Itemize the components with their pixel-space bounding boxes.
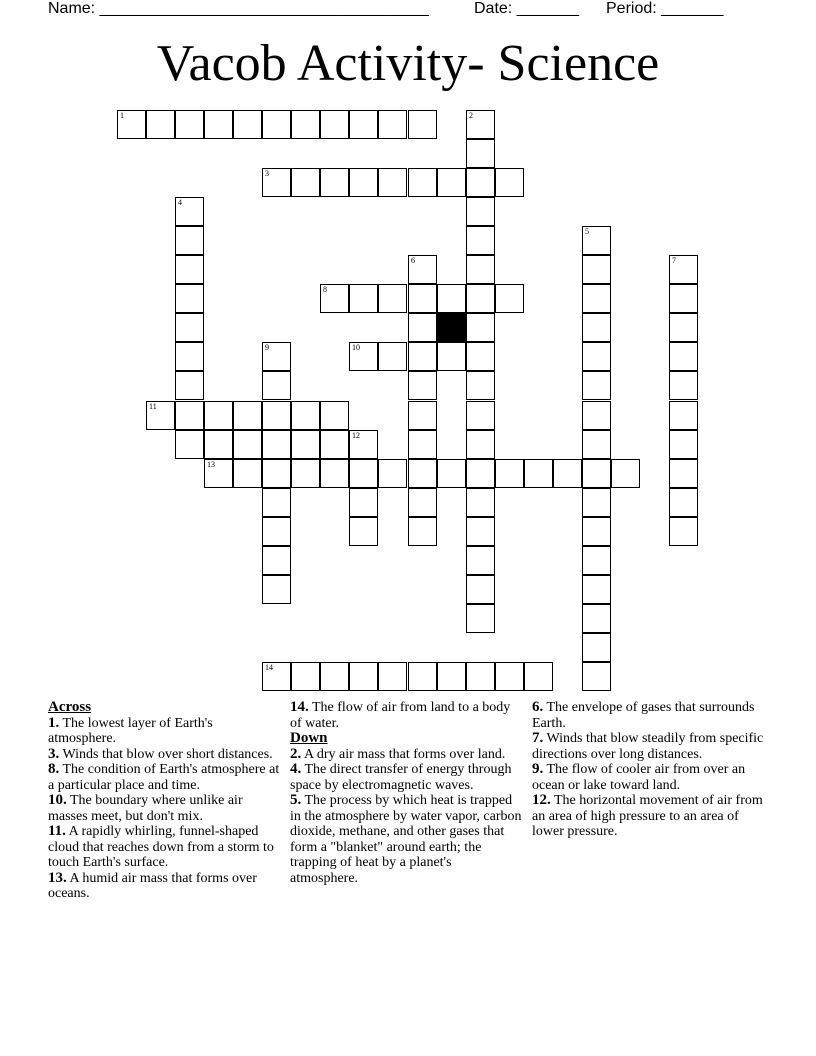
down-heading: Down bbox=[290, 730, 328, 746]
clue-down-7: 7. Winds that blow steadily from specific directions over long distances. bbox=[532, 730, 764, 762]
crossword-cell[interactable] bbox=[233, 430, 262, 459]
crossword-cell[interactable] bbox=[146, 401, 175, 430]
crossword-cell[interactable] bbox=[175, 255, 204, 284]
crossword-cell[interactable] bbox=[437, 342, 466, 371]
crossword-cell[interactable] bbox=[582, 284, 611, 313]
crossword-cell[interactable] bbox=[291, 110, 320, 139]
crossword-cell[interactable] bbox=[262, 430, 291, 459]
crossword-cell[interactable] bbox=[175, 226, 204, 255]
crossword-cell[interactable] bbox=[378, 662, 407, 691]
crossword-cell[interactable] bbox=[553, 459, 582, 488]
crossword-cell[interactable] bbox=[262, 662, 291, 691]
crossword-cell[interactable] bbox=[175, 342, 204, 371]
blocked-cell bbox=[437, 313, 466, 342]
crossword-cell[interactable] bbox=[582, 430, 611, 459]
clue-number: 8 bbox=[323, 285, 327, 294]
crossword-cell[interactable] bbox=[466, 313, 495, 342]
crossword-cell[interactable] bbox=[262, 517, 291, 546]
clue-number: 1 bbox=[120, 111, 124, 120]
crossword-cell[interactable] bbox=[495, 284, 524, 313]
clue-number: 14 bbox=[265, 663, 273, 672]
crossword-cell[interactable] bbox=[466, 197, 495, 226]
crossword-cell[interactable] bbox=[408, 430, 437, 459]
crossword-cell[interactable] bbox=[291, 459, 320, 488]
crossword-cell[interactable] bbox=[669, 459, 698, 488]
crossword-cell[interactable] bbox=[466, 255, 495, 284]
crossword-cell[interactable] bbox=[466, 168, 495, 197]
clue-number: 10 bbox=[352, 343, 360, 352]
crossword-cell[interactable] bbox=[378, 459, 407, 488]
crossword-cell[interactable] bbox=[349, 430, 378, 459]
crossword-cell[interactable] bbox=[524, 459, 553, 488]
crossword-cell[interactable] bbox=[466, 546, 495, 575]
crossword-cell[interactable] bbox=[233, 401, 262, 430]
crossword-cell[interactable] bbox=[408, 284, 437, 313]
crossword-cell[interactable] bbox=[669, 342, 698, 371]
crossword-cell[interactable] bbox=[320, 401, 349, 430]
across-heading: Across bbox=[48, 699, 92, 715]
name-field[interactable]: Name: _____________________________________ bbox=[48, 0, 429, 17]
crossword-cell[interactable] bbox=[408, 517, 437, 546]
crossword-cell[interactable] bbox=[262, 401, 291, 430]
crossword-cell[interactable] bbox=[669, 313, 698, 342]
crossword-cell[interactable] bbox=[408, 168, 437, 197]
crossword-cell[interactable] bbox=[466, 110, 495, 139]
crossword-cell[interactable] bbox=[582, 459, 611, 488]
crossword-cell[interactable] bbox=[291, 401, 320, 430]
crossword-cell[interactable] bbox=[175, 110, 204, 139]
crossword-cell[interactable] bbox=[466, 662, 495, 691]
crossword-cell[interactable] bbox=[466, 604, 495, 633]
crossword-cell[interactable] bbox=[466, 342, 495, 371]
crossword-cell[interactable] bbox=[204, 430, 233, 459]
clue-down-6: 6. The envelope of gases that surrounds Earth. bbox=[532, 699, 755, 731]
clue-across-3: 3. Winds that blow over short distances. bbox=[48, 745, 273, 762]
crossword-cell[interactable] bbox=[669, 284, 698, 313]
crossword-cell[interactable] bbox=[466, 459, 495, 488]
crossword-cell[interactable] bbox=[320, 284, 349, 313]
crossword-cell[interactable] bbox=[466, 430, 495, 459]
crossword-cell[interactable] bbox=[408, 488, 437, 517]
crossword-cell[interactable] bbox=[466, 517, 495, 546]
crossword-cell[interactable] bbox=[233, 459, 262, 488]
crossword-cell[interactable] bbox=[408, 255, 437, 284]
crossword-cell[interactable] bbox=[349, 517, 378, 546]
clue-down-4: 4. The direct transfer of energy through space by electromagnetic waves. bbox=[290, 761, 512, 793]
crossword-cell[interactable] bbox=[669, 517, 698, 546]
crossword-cell[interactable] bbox=[378, 110, 407, 139]
clue-down-9: 9. The flow of cooler air from over an ocean or lake toward land. bbox=[532, 761, 746, 793]
crossword-cell[interactable] bbox=[582, 546, 611, 575]
crossword-cell[interactable] bbox=[582, 371, 611, 400]
crossword-cell[interactable] bbox=[175, 430, 204, 459]
crossword-cell[interactable] bbox=[262, 371, 291, 400]
crossword-cell[interactable] bbox=[349, 110, 378, 139]
clue-across-8: 8. The condition of Earth's atmosphere at a particular place and time. bbox=[48, 761, 280, 793]
crossword-cell[interactable] bbox=[582, 633, 611, 662]
crossword-cell[interactable] bbox=[582, 488, 611, 517]
crossword-cell[interactable] bbox=[611, 459, 640, 488]
crossword-cell[interactable] bbox=[262, 342, 291, 371]
crossword-cell[interactable] bbox=[582, 313, 611, 342]
clue-number: 9 bbox=[265, 343, 269, 352]
clue-number: 11 bbox=[149, 402, 157, 411]
crossword-cell[interactable] bbox=[582, 575, 611, 604]
crossword-cell[interactable] bbox=[175, 371, 204, 400]
crossword-cell[interactable] bbox=[582, 342, 611, 371]
crossword-cell[interactable] bbox=[349, 488, 378, 517]
clue-number: 6 bbox=[411, 256, 415, 265]
clue-across-13: 13. A humid air mass that forms over oceans. bbox=[48, 869, 257, 901]
crossword-cell[interactable] bbox=[262, 459, 291, 488]
crossword-cell[interactable] bbox=[495, 168, 524, 197]
crossword-cell[interactable] bbox=[669, 401, 698, 430]
crossword-cell[interactable] bbox=[495, 459, 524, 488]
clue-number: 12 bbox=[352, 431, 360, 440]
crossword-cell[interactable] bbox=[582, 401, 611, 430]
crossword-cell[interactable] bbox=[204, 459, 233, 488]
crossword-cell[interactable] bbox=[466, 575, 495, 604]
clue-down-2: 2. A dry air mass that forms over land. bbox=[290, 745, 506, 762]
clues-column-2 bbox=[290, 700, 522, 886]
worksheet-header bbox=[48, 0, 768, 22]
crossword-cell[interactable] bbox=[408, 371, 437, 400]
clues-column-1 bbox=[48, 700, 280, 902]
crossword-cell[interactable] bbox=[262, 488, 291, 517]
crossword-cell[interactable] bbox=[408, 110, 437, 139]
crossword-cell[interactable] bbox=[466, 488, 495, 517]
crossword-cell[interactable] bbox=[291, 430, 320, 459]
clue-across-1: 1. The lowest layer of Earth's atmosphere. bbox=[48, 714, 213, 746]
date-field[interactable]: Date: _______ bbox=[474, 0, 579, 17]
crossword-cell[interactable] bbox=[204, 110, 233, 139]
clues-column-3 bbox=[532, 700, 764, 840]
crossword-cell[interactable] bbox=[175, 401, 204, 430]
crossword-cell[interactable] bbox=[408, 342, 437, 371]
crossword-cell[interactable] bbox=[291, 168, 320, 197]
crossword-cell[interactable] bbox=[320, 459, 349, 488]
crossword-cell[interactable] bbox=[582, 226, 611, 255]
crossword-cell[interactable] bbox=[669, 371, 698, 400]
crossword-cell[interactable] bbox=[349, 459, 378, 488]
crossword-cell[interactable] bbox=[408, 459, 437, 488]
crossword-cell[interactable] bbox=[495, 662, 524, 691]
crossword-cell[interactable] bbox=[262, 575, 291, 604]
crossword-cell[interactable] bbox=[466, 401, 495, 430]
crossword-cell[interactable] bbox=[408, 662, 437, 691]
clue-number: 7 bbox=[672, 256, 676, 265]
crossword-cell[interactable] bbox=[291, 662, 320, 691]
clue-down-12: 12. The horizontal movement of air from an area of high pressure to an area of lower pressure. bbox=[532, 792, 763, 839]
crossword-cell[interactable] bbox=[466, 226, 495, 255]
clue-number: 4 bbox=[178, 198, 182, 207]
crossword-cell[interactable] bbox=[582, 662, 611, 691]
crossword-cell[interactable] bbox=[117, 110, 146, 139]
clue-across-14: 14. The flow of air from land to a body of water. bbox=[290, 699, 511, 731]
crossword-cell[interactable] bbox=[378, 342, 407, 371]
crossword-cell[interactable] bbox=[437, 459, 466, 488]
clue-number: 13 bbox=[207, 460, 215, 469]
crossword-cell[interactable] bbox=[262, 110, 291, 139]
crossword-cell[interactable] bbox=[146, 110, 175, 139]
crossword-cell[interactable] bbox=[349, 662, 378, 691]
crossword-cell[interactable] bbox=[524, 662, 553, 691]
crossword-cell[interactable] bbox=[582, 255, 611, 284]
crossword-cell[interactable] bbox=[349, 168, 378, 197]
crossword-cell[interactable] bbox=[582, 604, 611, 633]
crossword-cell[interactable] bbox=[262, 168, 291, 197]
crossword-cell[interactable] bbox=[437, 662, 466, 691]
crossword-cell[interactable] bbox=[349, 284, 378, 313]
clue-across-11: 11. A rapidly whirling, funnel-shaped cloud that reaches down from a storm to touch Earth's surface. bbox=[48, 823, 274, 870]
crossword-cell[interactable] bbox=[320, 662, 349, 691]
crossword-cell[interactable] bbox=[408, 313, 437, 342]
clue-down-5: 5. The process by which heat is trapped in the atmosphere by water vapor, carbon dioxide, methane, and other gases that form a "blanket" around earth; the trapping of heat by a planet's atmosphere. bbox=[290, 792, 522, 886]
crossword-cell[interactable] bbox=[175, 197, 204, 226]
crossword-cell[interactable] bbox=[175, 313, 204, 342]
clue-number: 2 bbox=[469, 111, 473, 120]
crossword-cell[interactable] bbox=[437, 168, 466, 197]
period-field[interactable]: Period: _______ bbox=[606, 0, 724, 17]
crossword-cell[interactable] bbox=[408, 401, 437, 430]
crossword-cell[interactable] bbox=[320, 430, 349, 459]
crossword-cell[interactable] bbox=[378, 284, 407, 313]
page-title: Vacob Activity- Science bbox=[156, 35, 660, 92]
crossword-cell[interactable] bbox=[466, 139, 495, 168]
crossword-cell[interactable] bbox=[669, 255, 698, 284]
crossword-cell[interactable] bbox=[466, 371, 495, 400]
crossword-cell[interactable] bbox=[349, 342, 378, 371]
crossword-cell[interactable] bbox=[669, 430, 698, 459]
crossword-cell[interactable] bbox=[233, 110, 262, 139]
clue-number: 5 bbox=[585, 227, 589, 236]
clue-number: 3 bbox=[265, 169, 269, 178]
clue-across-10: 10. The boundary where unlike air masses meet, but don't mix. bbox=[48, 792, 243, 824]
crossword-cell[interactable] bbox=[669, 488, 698, 517]
crossword-cell[interactable] bbox=[262, 546, 291, 575]
crossword-cell[interactable] bbox=[437, 284, 466, 313]
crossword-cell[interactable] bbox=[582, 517, 611, 546]
crossword-cell[interactable] bbox=[320, 110, 349, 139]
crossword-cell[interactable] bbox=[204, 401, 233, 430]
crossword-cell[interactable] bbox=[466, 284, 495, 313]
crossword-cell[interactable] bbox=[175, 284, 204, 313]
crossword-cell[interactable] bbox=[320, 168, 349, 197]
crossword-cell[interactable] bbox=[378, 168, 407, 197]
